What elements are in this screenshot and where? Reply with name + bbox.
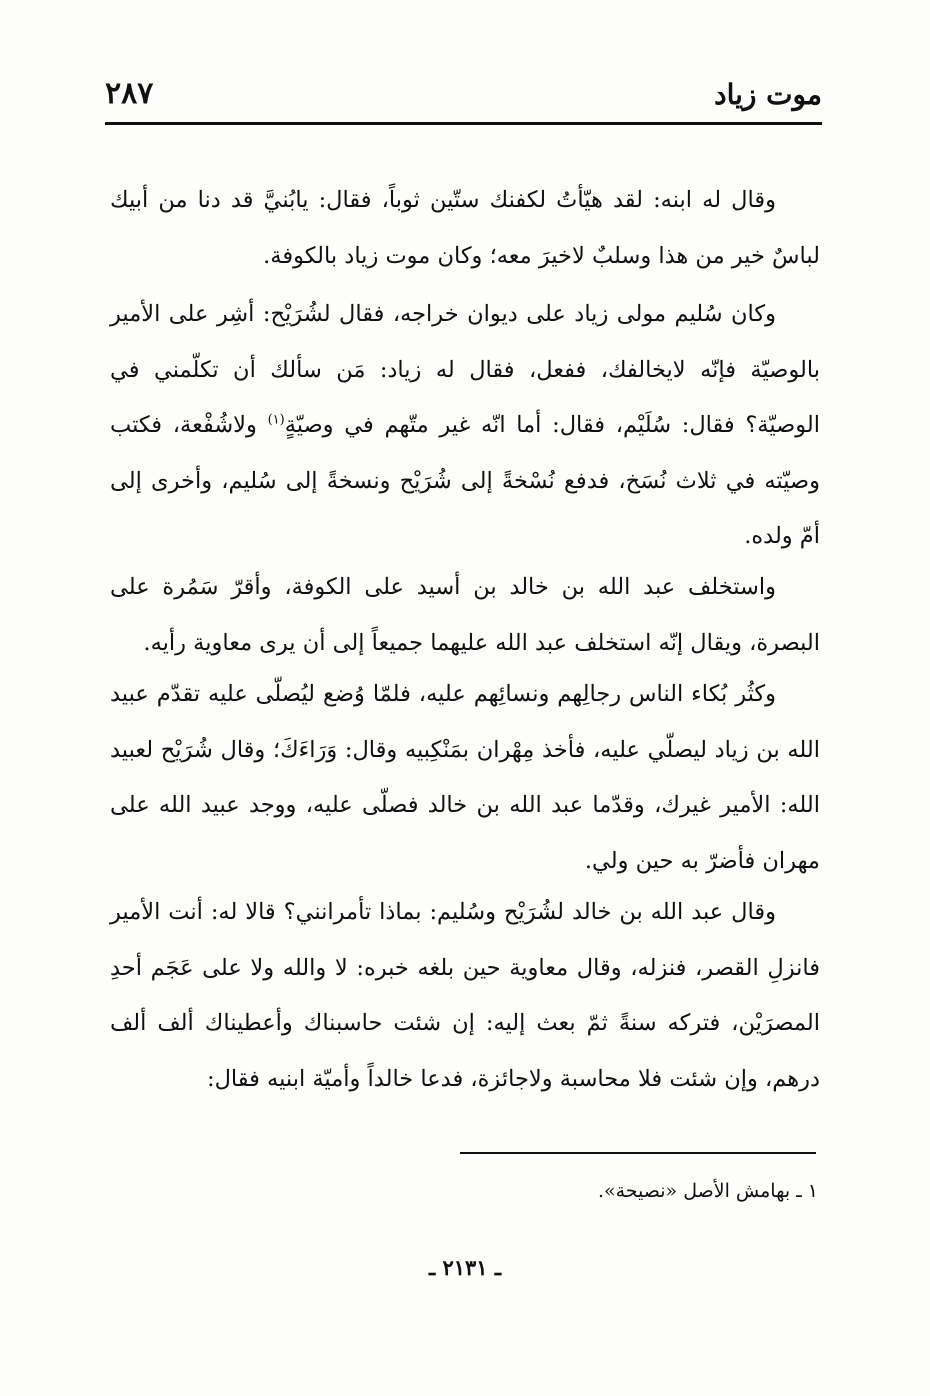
footnote-marker: (١)	[267, 412, 285, 428]
paragraph-1	[110, 173, 820, 284]
paragraph-4	[110, 667, 820, 889]
paragraph-5	[110, 885, 820, 1107]
page-number-top: ٢٨٧	[105, 76, 154, 111]
footnote-rule	[460, 1152, 816, 1154]
running-title: موت زياد	[714, 78, 822, 111]
header-rule	[105, 122, 822, 125]
footnote: ١ ـ بهامش الأصل «نصيحة».	[597, 1180, 818, 1202]
paragraph-3	[110, 560, 820, 671]
paragraph-text: وقال عبد الله بن خالد لشُرَيْح وسُليم: بماذا تأمرانني؟ قالا له: أنت الأمير فانزلِ القصر، فنزله، وقال معاوية حين بلغه خبره: لا والله ولا على عَجَم أحدِ المصرَيْن، فتركه سنةً ثمّ بعث إليه: إن شئت حاسبناك وأعطيناك ألف ألف درهم، وإن شئت فلا محاسبة ولاجائزة، فدعا خالداً وأميّة ابنيه فقال:	[110, 899, 820, 1092]
paragraph-2	[110, 287, 820, 565]
paragraph-text-part: ولاشُفْعة، فكتب وصيّته في ثلاث نُسَخ، فدفع نُسْخةً إلى شُرَيْح ونسخةً إلى سُليم، وأخرى إلى أمّ ولده.	[110, 412, 820, 549]
paragraph-text: وقال له ابنه: لقد هيّأتُ لكفنك ستّين ثوباً، فقال: يابُنيَّ قد دنا من أبيك لباسٌ خير من هذا وسلبٌ لاخيرَ معه؛ وكان موت زياد بالكوفة.	[110, 187, 820, 269]
paragraph-text	[110, 287, 820, 565]
page-header	[105, 70, 822, 118]
paragraph-text-part: وكان سُليم مولى زياد على ديوان خراجه، فقال لشُرَيْح: أشِر على الأمير بالوصيّة فإنّه لايخالفك، ففعل، فقال له زياد: مَن سألك أن تكلّمني في الوصيّة؟ فقال: سُلَيْم، فقال: أما انّه غير متّهم في وصيّةٍ	[110, 301, 820, 438]
paragraph-text: وكثُر بُكاء الناس رجالِهم ونسائِهم عليه، فلمّا وُضع ليُصلّى عليه تقدّم عبيد الله بن زياد ليصلّي عليه، فأخذ مِهْران بمَنْكِبيه وقال: وَرَاءَكَ؛ وقال شُرَيْح لعبيد الله: الأمير غيرك، وقدّما عبد الله بن خالد فصلّى عليه، ووجد عبيد الله على مهران فأضرّ به حين ولي.	[110, 681, 820, 874]
paragraph-text: واستخلف عبد الله بن خالد بن أسيد على الكوفة، وأقرّ سَمُرة على البصرة، ويقال إنّه استخلف عبد الله عليهما جميعاً إلى أن يرى معاوية رأيه.	[110, 574, 820, 656]
page-number-bottom: ـ ٢١٣١ ـ	[428, 1255, 502, 1280]
